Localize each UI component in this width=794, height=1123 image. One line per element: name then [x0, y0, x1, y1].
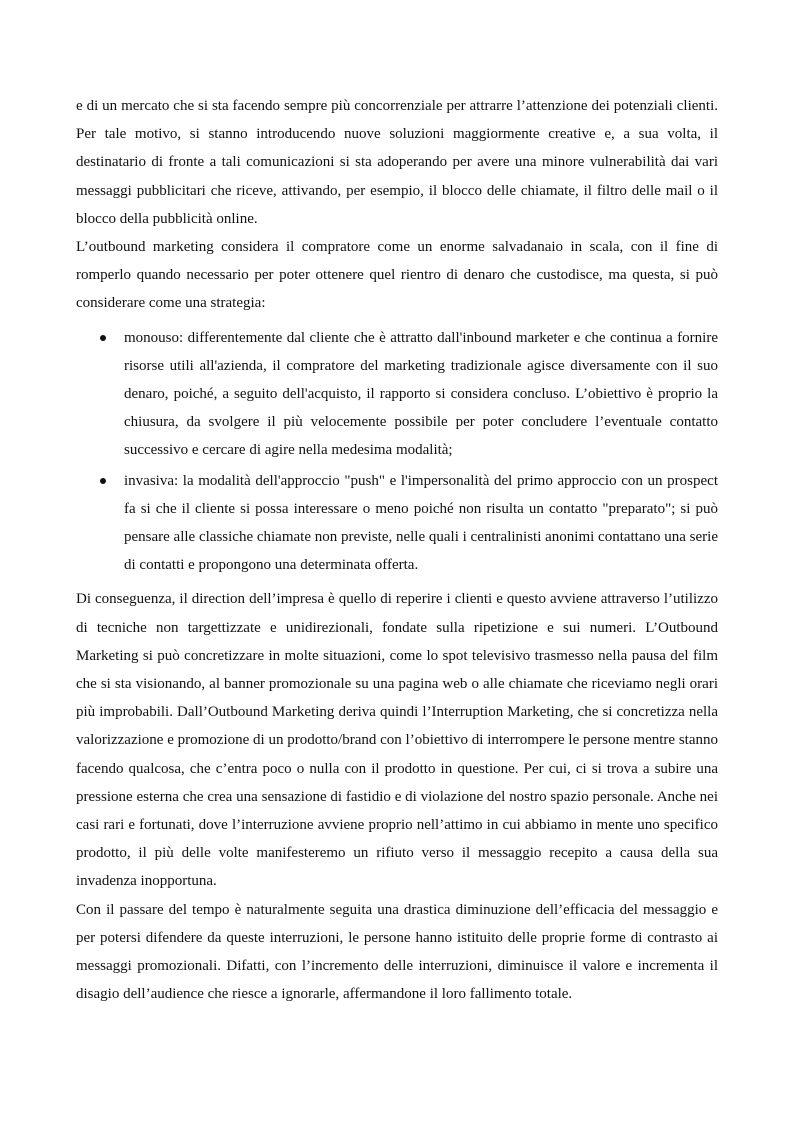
bullet-list [76, 324, 718, 580]
bullet-text: monouso: differentemente dal cliente che è attratto dall'inbound marketer e che continua a fornire risorse utili all'azienda, il compratore del marketing tradizionale agisce diversamente con il suo denaro, poiché, a seguito dell'acquisto, il rapporto si considera concluso. L’obiettivo è proprio la chiusura, da svolgere il più velocemente possibile per poter concludere l’eventuale contatto successivo e cercare di agire nella medesima modalità; [124, 329, 718, 459]
paragraph-consequence: Di conseguenza, il direction dell’impresa è quello di reperire i clienti e questo avviene attraverso l’utilizzo di tecniche non targettizzate e unidirezionali, fondate sulla ripetizione e sui numeri. L’Outbound Marketing si può concretizzare in molte situazioni, come lo spot televisivo trasmesso nella pausa del film che si sta visionando, al banner promozionale su una pagina web o alle chiamate che riceviamo negli orari più improbabili. Dall’Outbound Marketing deriva quindi l’Interruption Marketing, che si concretizza nella valorizzazione e promozione di un prodotto/brand con l’obiettivo di interrompere le persone mentre stanno facendo qualcosa, che c’entra poco o nulla con il prodotto in questione. Per cui, ci si trova a subire una pressione esterna che crea una sensazione di fastidio e di violazione del nostro spazio personale. Anche nei casi rari e fortunati, dove l’interruzione avviene proprio nell’attimo in cui abbiamo in mente uno specifico prodotto, il più delle volte manifesteremo un rifiuto verso il messaggio recepito a causa della sua invadenza inopportuna. [76, 591, 718, 890]
paragraph-outbound-definition: L’outbound marketing considera il compratore come un enorme salvadanaio in scala, con il fine di romperlo quando necessario per poter ottenere quel rientro di denaro che custodisce, ma questa, si può considerare come una strategia: [76, 239, 718, 312]
bullet-icon [100, 335, 106, 341]
paragraph-conclusion: Con il passare del tempo è naturalmente seguita una drastica diminuzione dell’efficacia del messaggio e per potersi difendere da queste interruzioni, le persone hanno istituito delle proprie forme di contrasto ai messaggi promozionali. Difatti, con l’incremento delle interruzioni, diminuisce il valore e incrementa il disagio dell’audience che riesce a ignorarle, affermandone il loro fallimento totale. [76, 901, 718, 1003]
bullet-item-monouso [76, 324, 718, 465]
document-page [76, 92, 718, 1009]
paragraph-intro: e di un mercato che si sta facendo sempre più concorrenziale per attrarre l’attenzione dei potenziali clienti. Per tale motivo, si stanno introducendo nuove soluzioni maggiormente creative e, a sua volta, il destinatario di fronte a tali comunicazioni si sta adoperando per avere una minore vulnerabilità dai vari messaggi pubblicitari che riceve, attivando, per esempio, il blocco delle chiamate, il filtro delle mail o il blocco della pubblicità online. [76, 98, 718, 227]
bullet-item-invasiva [76, 467, 718, 580]
bullet-icon [100, 478, 106, 484]
bullet-text: invasiva: la modalità dell'approccio "push" e l'impersonalità del primo approccio con un prospect fa si che il cliente si possa interessare o meno poiché non risulta un contatto "preparato"; si può pensare alle classiche chiamate non previste, nelle quali i centralinisti anonimi contattano una serie di contatti e propongono una determinata offerta. [124, 472, 718, 574]
